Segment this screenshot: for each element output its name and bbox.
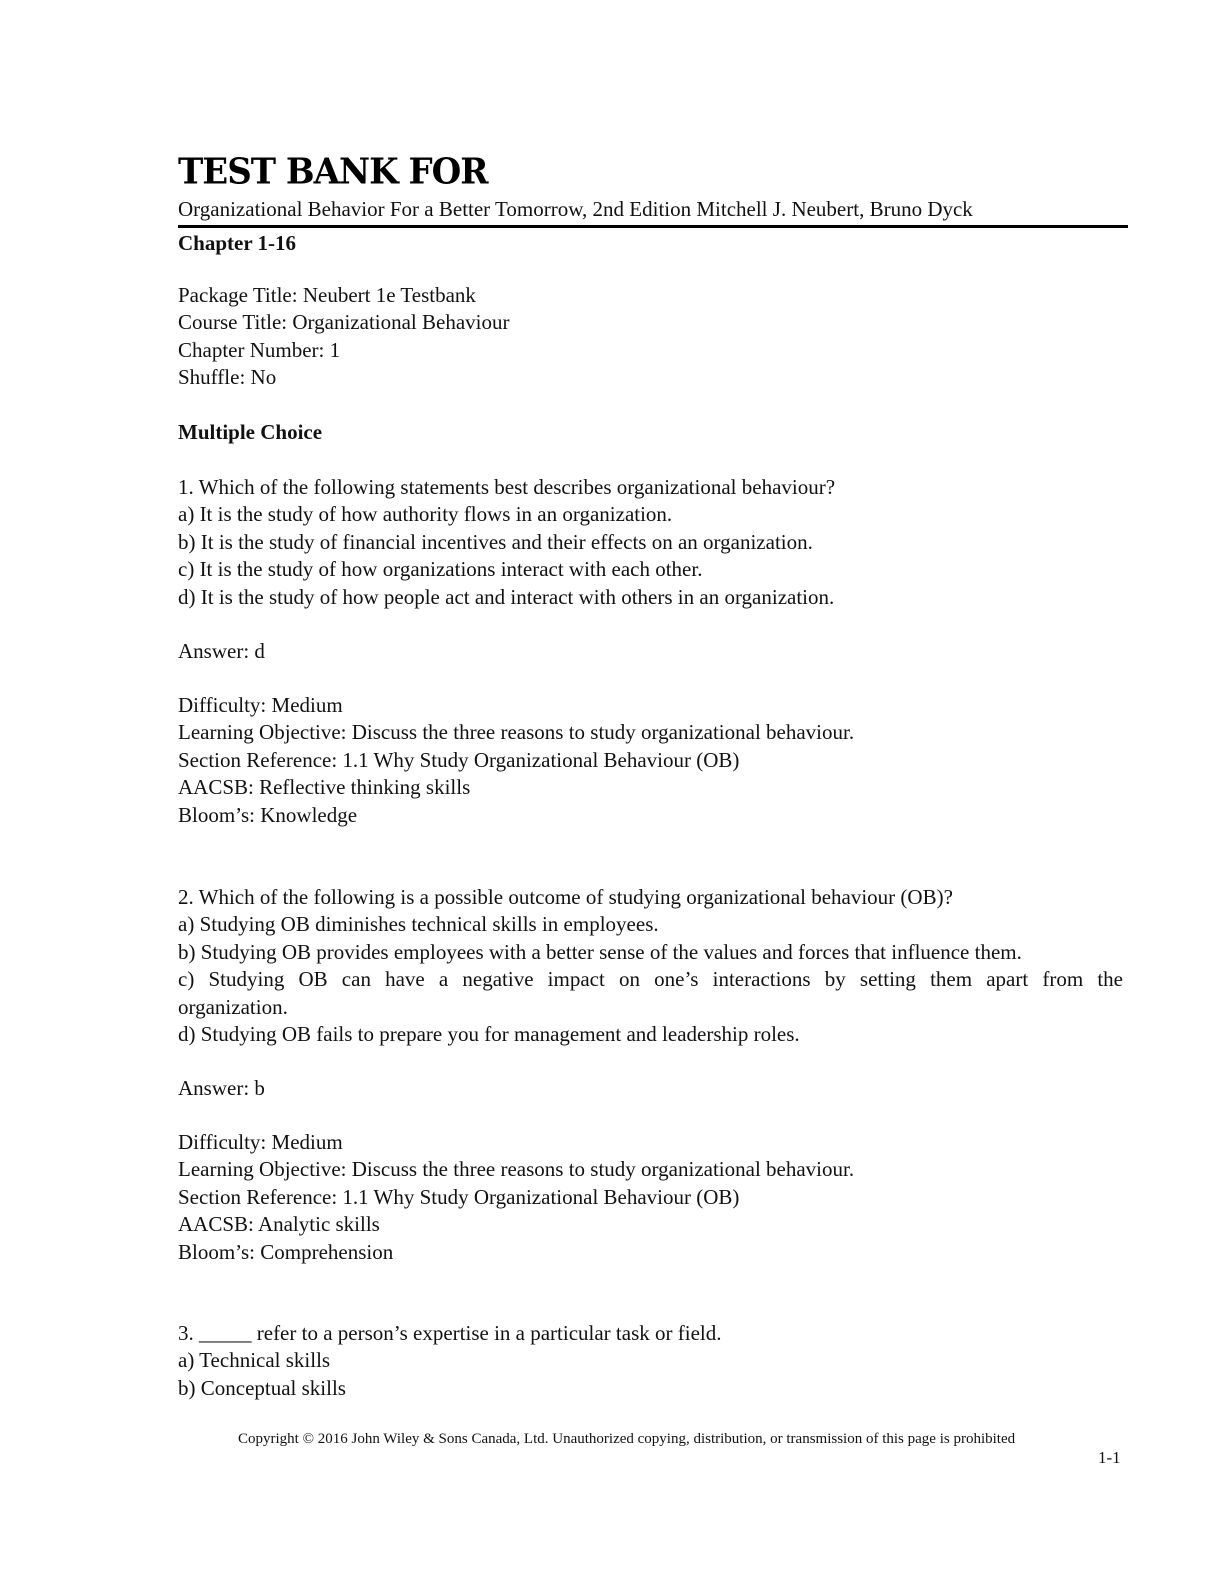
section-reference: Section Reference: 1.1 Why Study Organizational Behaviour (OB) xyxy=(178,747,740,772)
document-subtitle: Organizational Behavior For a Better Tomorrow, 2nd Edition Mitchell J. Neubert, Bruno Dyck xyxy=(178,197,973,221)
option-d: d) Studying OB fails to prepare you for management and leadership roles. xyxy=(178,1022,800,1047)
page-number: 1-1 xyxy=(1098,1448,1121,1467)
question-text: 3. _____ refer to a person’s expertise in a particular task or field. xyxy=(178,1321,722,1345)
question-text: 1. Which of the following statements best describes organizational behaviour? xyxy=(178,475,836,499)
question-2 xyxy=(178,884,1133,1048)
option-b: b) Studying OB provides employees with a better sense of the values and forces that influence them. xyxy=(178,939,1022,964)
option-c: c) It is the study of how organizations interact with each other. xyxy=(178,557,703,582)
question-1-metadata xyxy=(178,692,1133,829)
option-a: a) It is the study of how authority flows in an organization. xyxy=(178,502,673,527)
footer-copyright: Copyright © 2016 John Wiley & Sons Canada, Ltd. Unauthorized copying, distribution, or transmission of this page is prohibited xyxy=(238,1431,1016,1447)
title-rule xyxy=(178,225,1128,228)
answer-2: Answer: b xyxy=(178,1076,265,1100)
answer-1: Answer: d xyxy=(178,639,265,663)
question-text: 2. Which of the following is a possible outcome of studying organizational behaviour (OB)? xyxy=(178,885,953,909)
document-title: TEST BANK FOR xyxy=(178,151,488,193)
aacsb: AACSB: Reflective thinking skills xyxy=(178,775,471,800)
chapter-number: Chapter Number: 1 xyxy=(178,337,341,362)
option-c: c) Studying OB can have a negative impact on one’s interactions by setting them apart from the xyxy=(178,967,1123,992)
section-heading: Multiple Choice xyxy=(178,420,323,444)
option-c-continued: organization. xyxy=(178,994,288,1019)
chapter-range: Chapter 1-16 xyxy=(178,231,297,255)
difficulty: Difficulty: Medium xyxy=(178,1130,343,1154)
option-a: a) Studying OB diminishes technical skills in employees. xyxy=(178,912,659,937)
option-b: b) It is the study of financial incentives and their effects on an organization. xyxy=(178,529,813,554)
package-title: Package Title: Neubert 1e Testbank xyxy=(178,283,476,307)
aacsb: AACSB: Analytic skills xyxy=(178,1212,380,1237)
course-title: Course Title: Organizational Behaviour xyxy=(178,310,510,335)
option-d: d) It is the study of how people act and interact with others in an organization. xyxy=(178,584,835,609)
difficulty: Difficulty: Medium xyxy=(178,693,343,717)
learning-objective: Learning Objective: Discuss the three reasons to study organizational behaviour. xyxy=(178,1157,855,1182)
question-3 xyxy=(178,1320,1133,1402)
section-reference: Section Reference: 1.1 Why Study Organizational Behaviour (OB) xyxy=(178,1184,740,1209)
option-a: a) Technical skills xyxy=(178,1348,331,1373)
blooms: Bloom’s: Comprehension xyxy=(178,1239,394,1264)
question-1 xyxy=(178,474,1133,611)
question-2-metadata xyxy=(178,1129,1133,1266)
package-meta xyxy=(178,282,1133,392)
option-b: b) Conceptual skills xyxy=(178,1375,346,1400)
learning-objective: Learning Objective: Discuss the three reasons to study organizational behaviour. xyxy=(178,720,855,745)
shuffle-setting: Shuffle: No xyxy=(178,365,277,390)
blooms: Bloom’s: Knowledge xyxy=(178,802,358,827)
